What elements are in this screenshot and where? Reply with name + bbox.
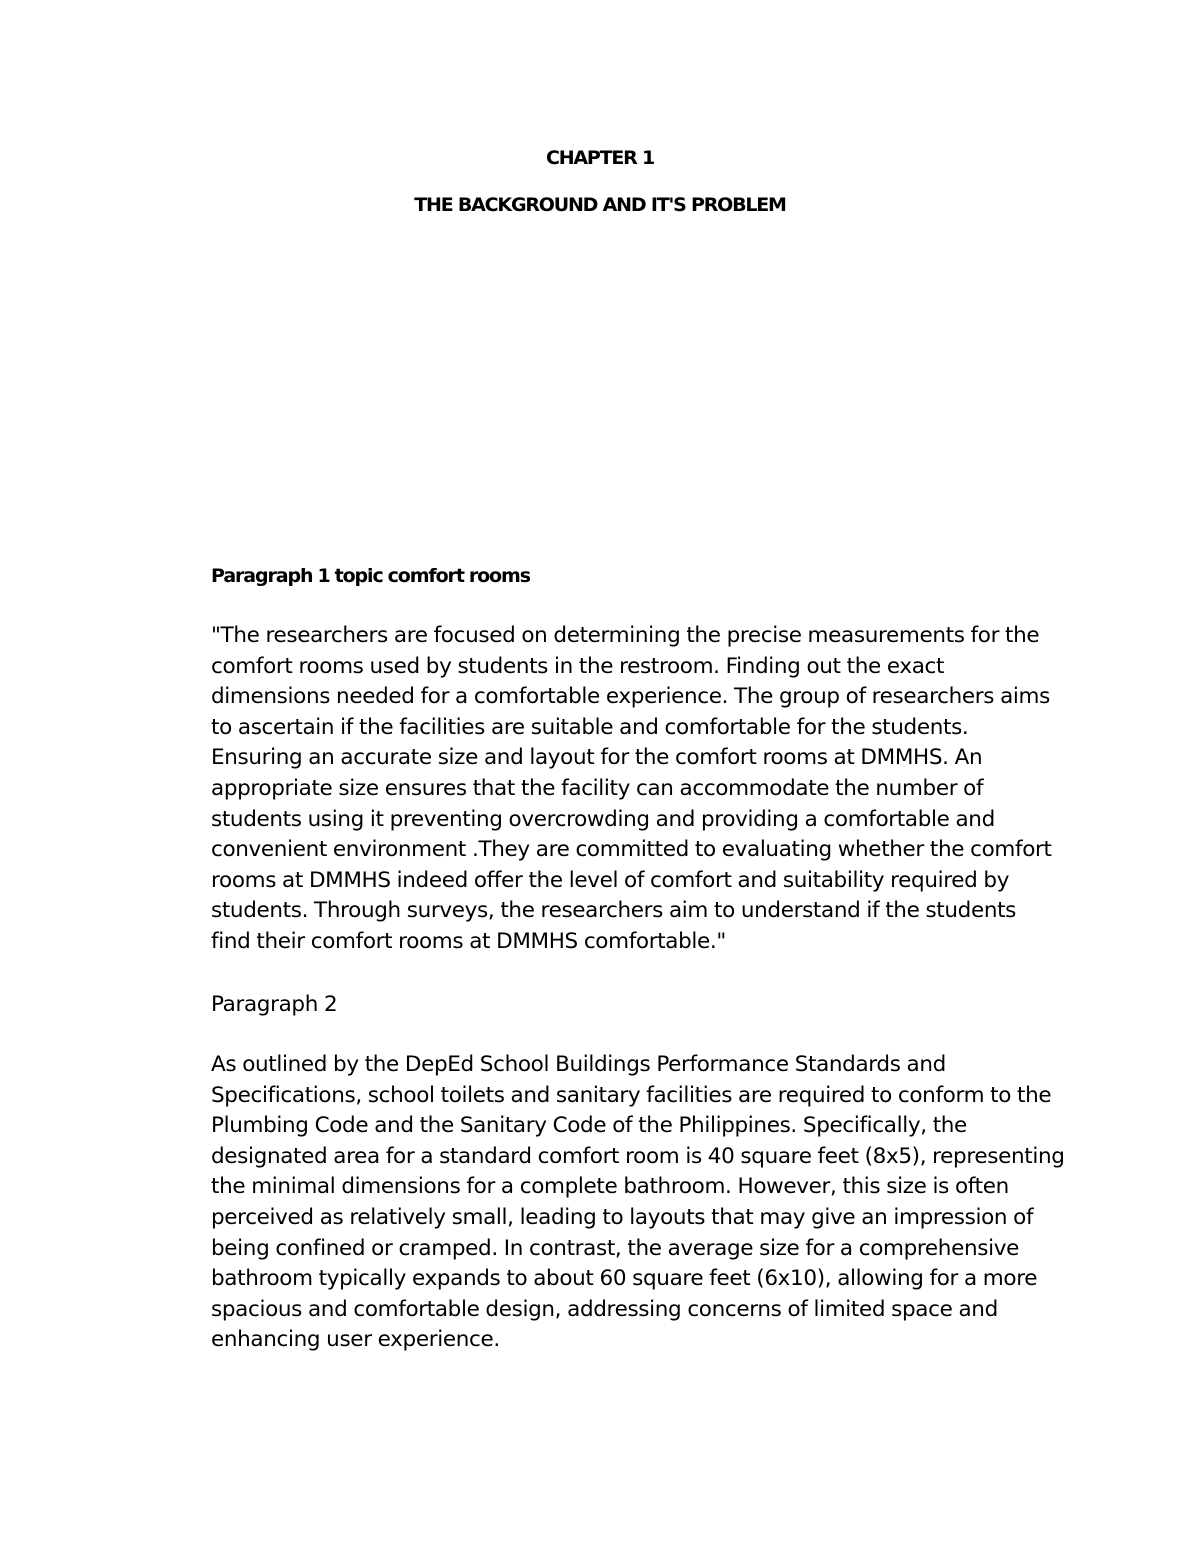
paragraph-1-heading: Paragraph 1 topic comfort rooms <box>211 565 530 587</box>
paragraph-1-text: "The researchers are focused on determining the precise measurements for the comfort rooms used by students in the restroom. Finding out the exact dimensions needed for a comfortable experience. The group of researchers aims to ascertain if the facilities are suitable and comfortable for the students. Ensuring an accurate size and layout for the comfort rooms at DMMHS. An appropriate size ensures that the facility can accommodate the number of students using it preventing overcrowding and providing a comfortable and convenient environment .They are committed to evaluating whether the comfort rooms at DMMHS indeed offer the level of comfort and suitability required by students. Through surveys, the researchers aim to understand if the students find their comfort rooms at DMMHS comfortable." <box>211 623 1052 954</box>
chapter-number: CHAPTER 1 <box>545 147 655 169</box>
chapter-title: THE BACKGROUND AND IT'S PROBLEM <box>414 194 786 216</box>
paragraph-2-text: As outlined by the DepEd School Buildings Performance Standards and Specifications, school toilets and sanitary facilities are required to conform to the Plumbing Code and the Sanitary Code of the Philippines. Specifically, the designated area for a standard comfort room is 40 square feet (8x5), representing the minimal dimensions for a complete bathroom. However, this size is often perceived as relatively small, leading to layouts that may give an impression of being confined or cramped. In contrast, the average size for a comprehensive bathroom typically expands to about 60 square feet (6x10), allowing for a more spacious and comfortable design, addressing concerns of limited space and enhancing user experience. <box>211 1052 1065 1353</box>
paragraph-2-heading: Paragraph 2 <box>211 992 338 1017</box>
